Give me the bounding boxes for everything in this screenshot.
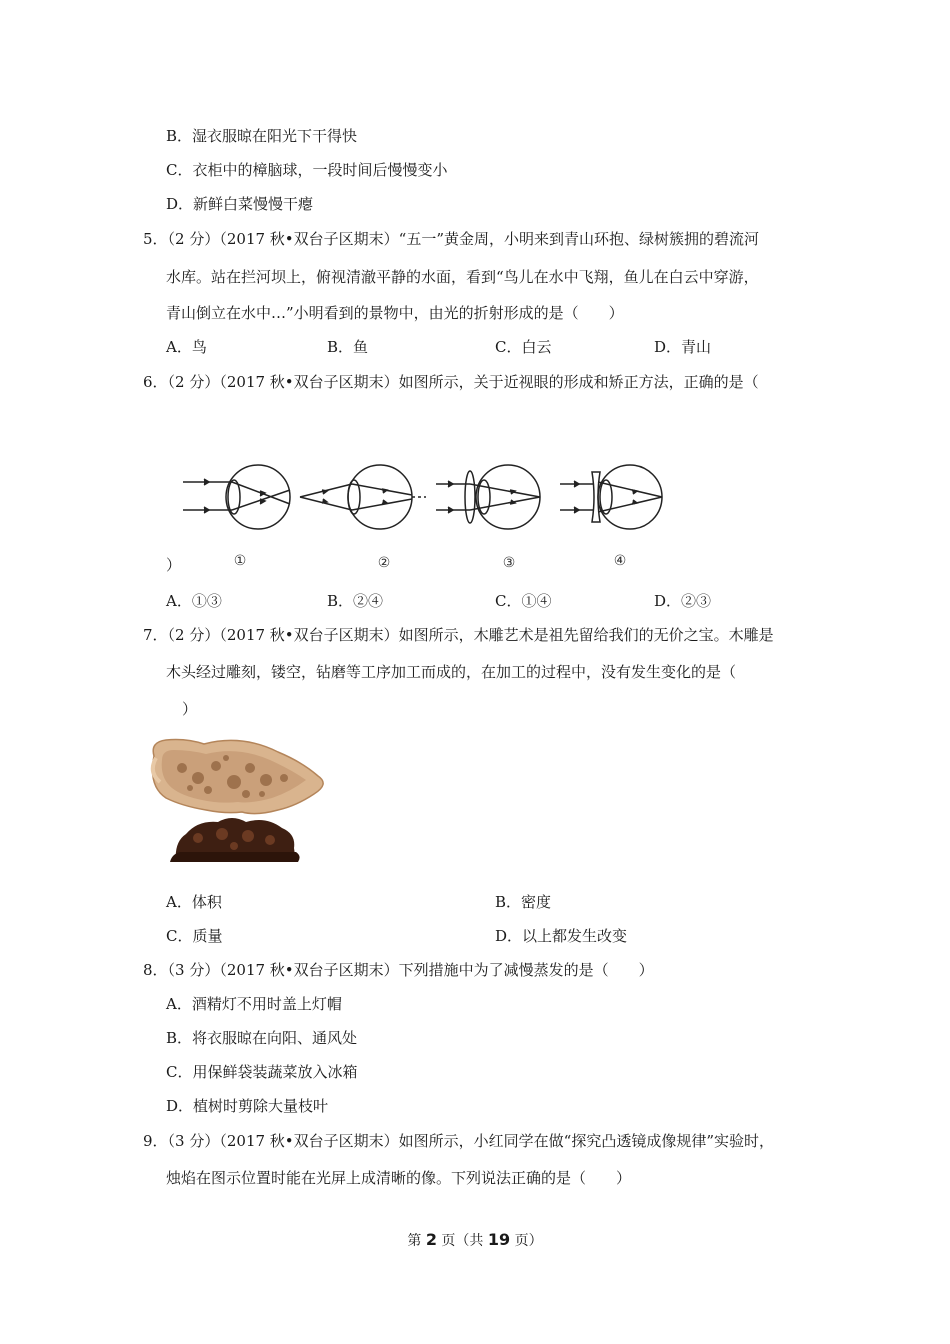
q7-option-b: B．密度	[495, 893, 552, 911]
q8-option-a: A．酒精灯不用时盖上灯帽	[166, 995, 342, 1013]
q6-option-b: B．②④	[327, 592, 384, 610]
wood-carving-image	[146, 738, 326, 862]
q6-option-c: C．①④	[495, 592, 552, 610]
q5-option-c: C．白云	[495, 338, 552, 356]
footer-page-number: 2	[425, 1230, 437, 1249]
eye-2	[300, 465, 426, 529]
q9-stem-line1: 9．（3 分）（2017 秋•双台子区期末）如图所示，小红同学在做“探究凸透镜成像规律”实验时，	[143, 1132, 774, 1150]
q6-stem-close: ）	[166, 556, 182, 574]
q5-option-d: D．青山	[654, 338, 712, 356]
q9-stem-line2: 烛焰在图示位置时能在光屏上成清晰的像。下列说法正确的是（ ）	[166, 1169, 632, 1187]
q5-stem-line1: 5．（2 分）（2017 秋•双台子区期末）“五一”黄金周，小明来到青山环抱、绿树簇拥的碧流河	[143, 230, 759, 248]
eye-1	[183, 465, 290, 529]
q8-stem-line1: 8．（3 分）（2017 秋•双台子区期末）下列措施中为了减慢蒸发的是（ ）	[143, 961, 654, 979]
page-footer	[0, 1230, 950, 1251]
q7-option-d: D．以上都发生改变	[495, 927, 628, 945]
q5-option-a: A．鸟	[166, 338, 207, 356]
footer-middle: 页（共	[436, 1233, 488, 1249]
figure-label-1: ①	[233, 553, 247, 569]
q4-option-b: B．湿衣服晾在阳光下干得快	[166, 127, 358, 145]
eye-3	[436, 465, 540, 529]
q5-stem-line3: 青山倒立在水中…”小明看到的景物中，由光的折射形成的是（ ）	[166, 304, 624, 322]
q8-option-d: D．植树时剪除大量枝叶	[166, 1097, 329, 1115]
q5-stem-line2: 水库。站在拦河坝上，俯视清澈平静的水面，看到“鸟儿在水中飞翔，鱼儿在白云中穿游，	[166, 268, 759, 286]
q6-option-a: A．①③	[166, 592, 222, 610]
q6-option-d: D．②③	[654, 592, 712, 610]
footer-prefix: 第	[407, 1233, 426, 1249]
q7-stem-close: ）	[182, 700, 198, 718]
q7-option-a: A．体积	[166, 893, 222, 911]
figure-label-4: ④	[613, 553, 627, 569]
q5-option-b: B．鱼	[327, 338, 369, 356]
q7-stem-line2: 木头经过雕刻，镂空，钻磨等工序加工而成的，在加工的过程中，没有发生变化的是（	[166, 663, 737, 681]
q7-option-c: C．质量	[166, 927, 223, 945]
eye-4	[560, 465, 662, 529]
figure-label-2: ②	[377, 555, 391, 571]
q4-option-c: C．衣柜中的樟脑球，一段时间后慢慢变小	[166, 161, 448, 179]
q6-stem-line1: 6．（2 分）（2017 秋•双台子区期末）如图所示，关于近视眼的形成和矫正方法，正确的是（	[143, 373, 759, 391]
footer-suffix: 页）	[510, 1233, 543, 1249]
q4-option-d: D．新鲜白菜慢慢干瘪	[166, 195, 314, 213]
q8-option-b: B．将衣服晾在向阳、通风处	[166, 1029, 358, 1047]
footer-total-pages: 19	[487, 1230, 511, 1249]
figure-label-3: ③	[502, 555, 516, 571]
q7-stem-line1: 7．（2 分）（2017 秋•双台子区期末）如图所示，木雕艺术是祖先留给我们的无价之宝。木雕是	[143, 626, 774, 644]
q8-option-c: C．用保鲜袋装蔬菜放入冰箱	[166, 1063, 358, 1081]
eye-diagram-figure	[180, 452, 680, 577]
